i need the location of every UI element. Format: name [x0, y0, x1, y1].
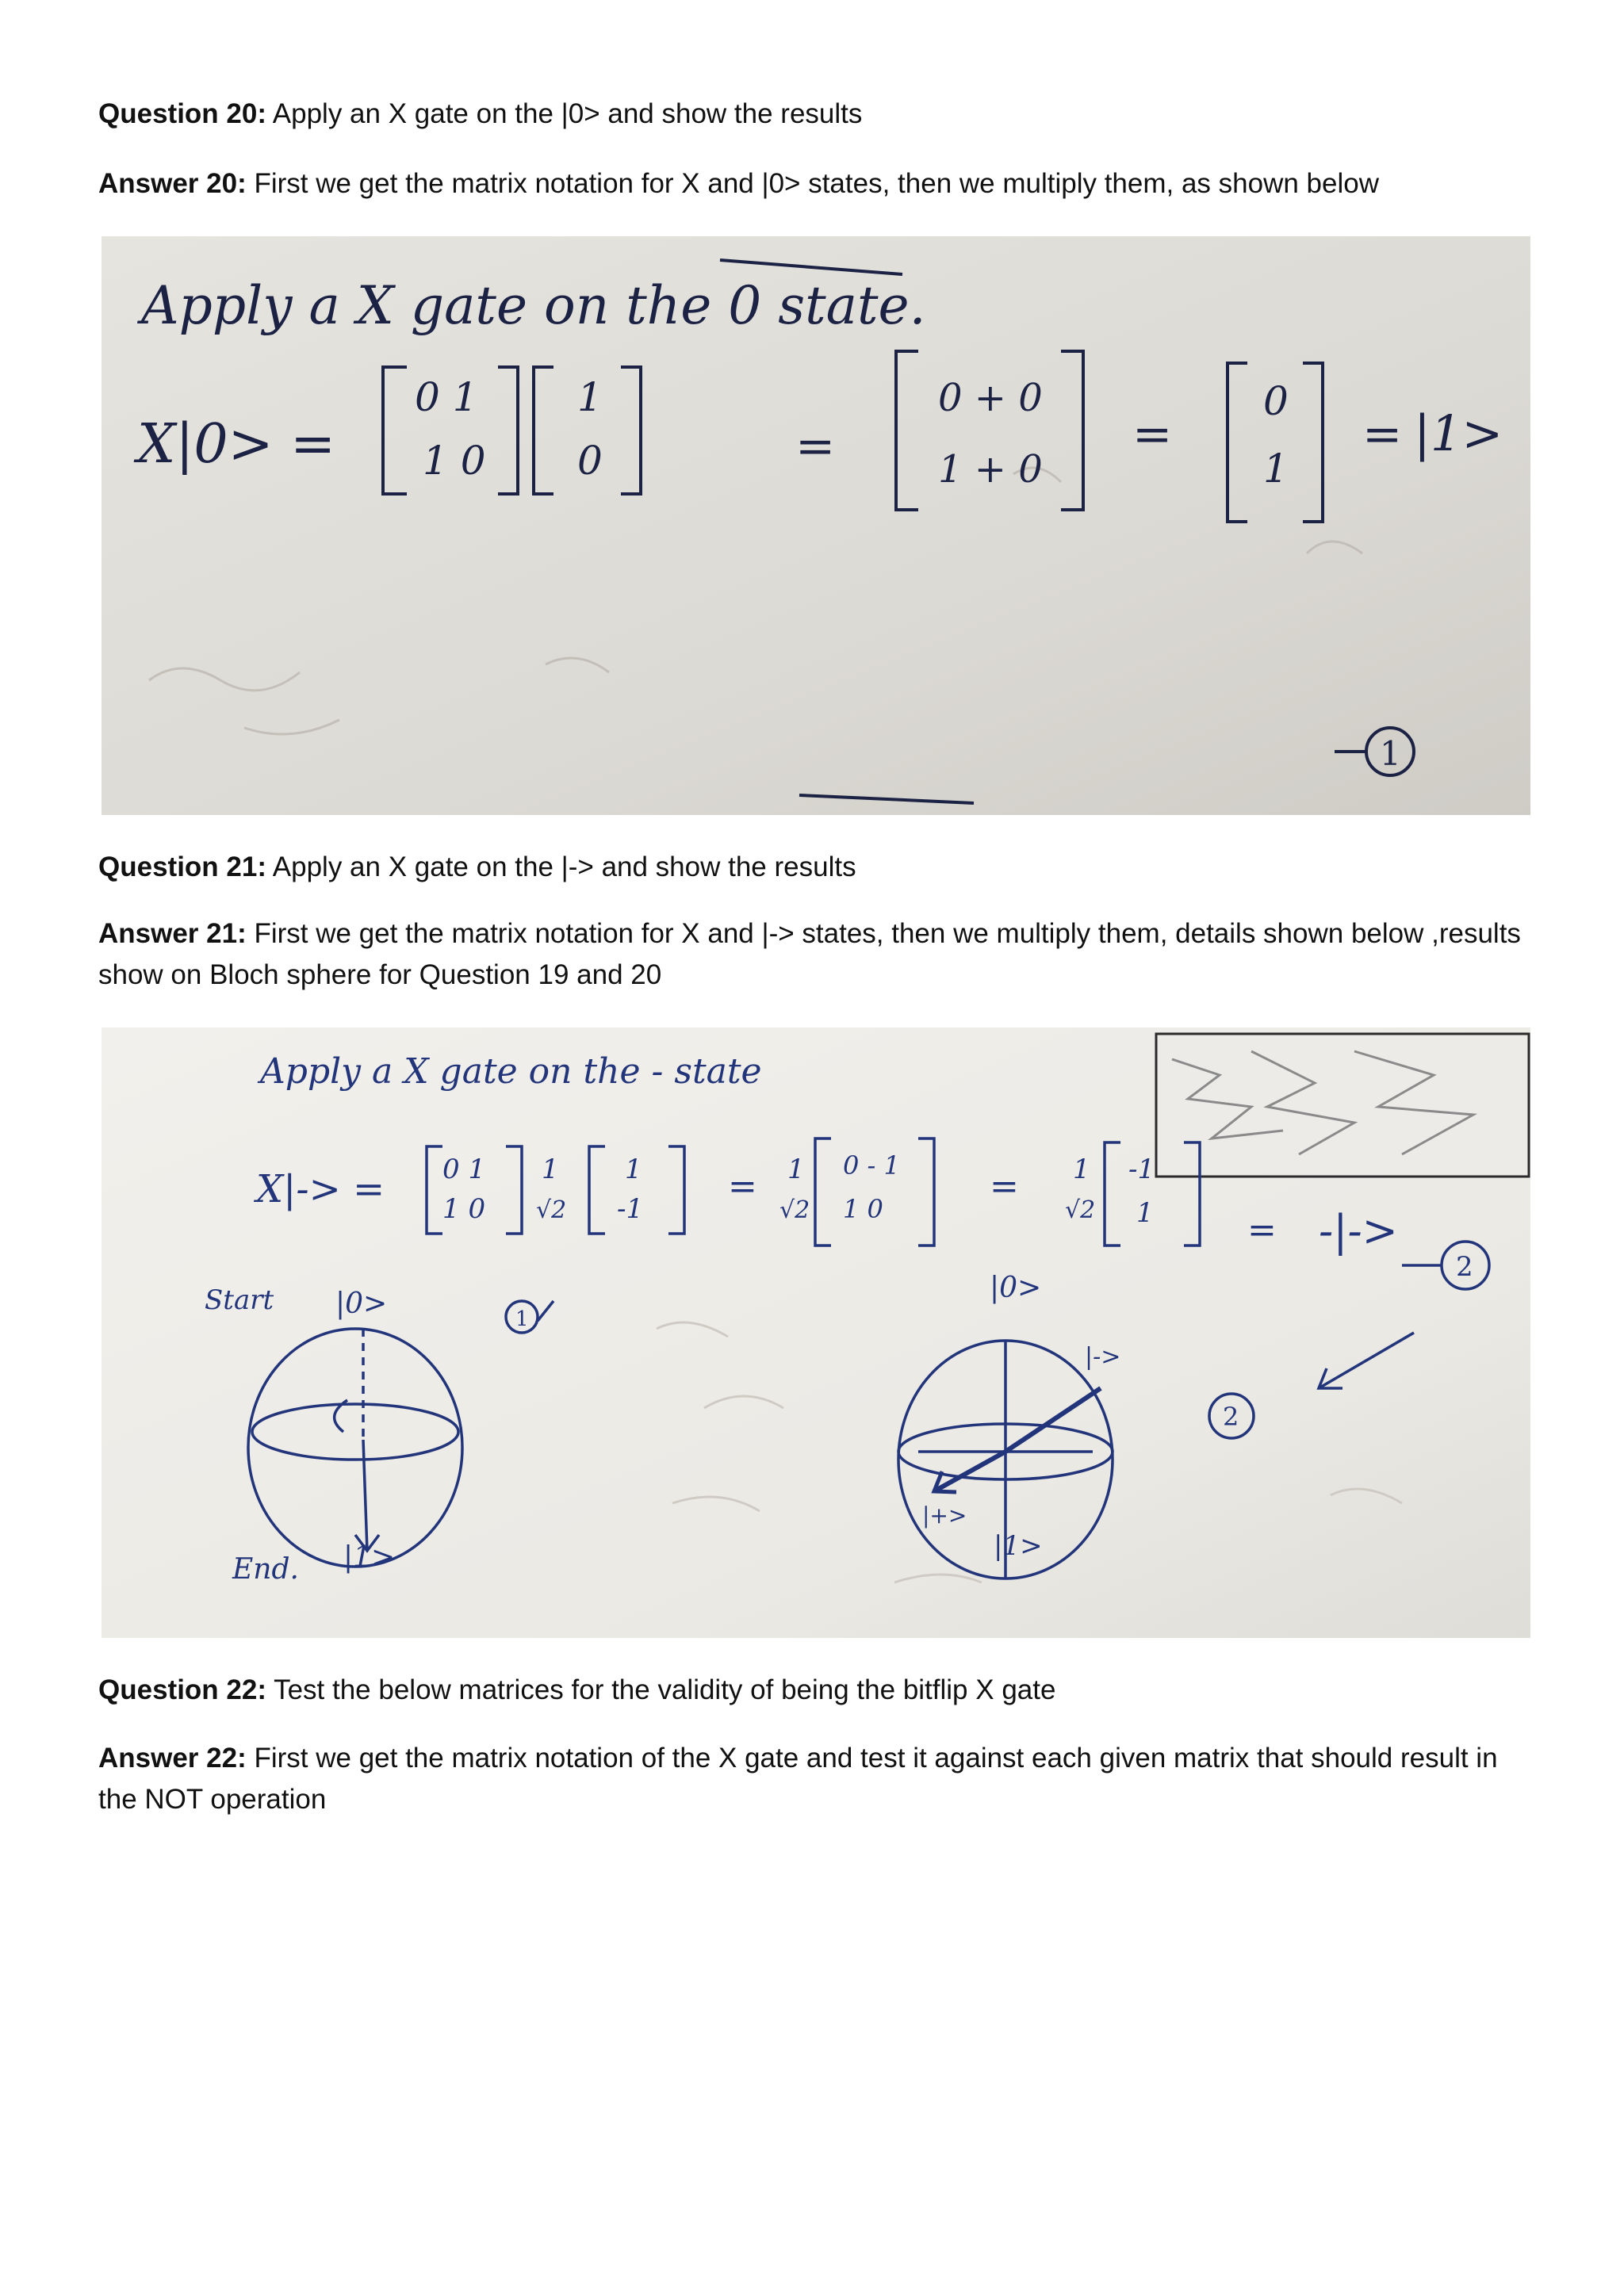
product-row-2: 1 0: [843, 1194, 883, 1224]
result-vector-row-1: 0: [1263, 378, 1289, 424]
matrix-row-1: 0 1: [415, 374, 478, 420]
circled-number: 1: [515, 1307, 529, 1331]
equals: =: [990, 1166, 1019, 1207]
answer-20: [98, 163, 1526, 205]
fraction-denominator: √2: [536, 1196, 567, 1224]
handwritten-photo-2: [102, 1027, 1530, 1638]
question-label: Question 21:: [98, 851, 266, 882]
fraction-numerator: 1: [542, 1154, 559, 1185]
result-vector-row-2: 1: [1263, 446, 1289, 492]
sphere-2-top-label: |0>: [990, 1272, 1042, 1304]
photo-title: Apply a X gate on the - state: [260, 1051, 762, 1092]
eq-lhs: X|0> =: [137, 413, 336, 476]
product-row-1: 0 + 0: [938, 376, 1043, 420]
equals: =: [1247, 1210, 1277, 1250]
matrix-row-2: 1 0: [442, 1193, 486, 1225]
question-text: Apply an X gate on the |0> and show the results: [266, 98, 863, 129]
vector-row-2: -1: [617, 1193, 644, 1225]
end-label: End.: [232, 1553, 299, 1586]
vector-row-2: 0: [577, 438, 603, 484]
answer-label: Answer 22:: [98, 1743, 247, 1774]
equals: =: [1362, 407, 1403, 462]
circled-number: 2: [1456, 1251, 1473, 1283]
eq-lhs: X|-> =: [256, 1167, 385, 1211]
question-21: [98, 847, 1526, 888]
equals: =: [728, 1166, 757, 1207]
vector-row-1: 1: [577, 374, 603, 420]
circled-number: 1: [1380, 734, 1401, 773]
question-text: Test the below matrices for the validity of being the bitflip X gate: [266, 1674, 1056, 1705]
question-label: Question 22:: [98, 1674, 266, 1705]
handwritten-photo-1: [102, 236, 1530, 815]
fraction-numerator: 1: [787, 1154, 805, 1185]
matrix-row-2: 1 0: [423, 438, 486, 484]
circled-number: 2: [1223, 1402, 1239, 1432]
answer-label: Answer 21:: [98, 918, 247, 949]
question-20: [98, 94, 1526, 135]
question-22: [98, 1670, 1526, 1711]
answer-text: First we get the matrix notation for X and |0> states, then we multiply them, as shown below: [246, 168, 1379, 199]
answer-label: Answer 20:: [98, 168, 247, 199]
sphere-1-top-label: |0>: [335, 1288, 388, 1320]
photo-title: Apply a X gate on the 0 state.: [141, 275, 926, 336]
answer-22: [98, 1738, 1526, 1820]
result-state: |1>: [1414, 404, 1503, 462]
answer-21: [98, 913, 1526, 996]
product-row-2: 1 + 0: [938, 447, 1043, 492]
question-text: Apply an X gate on the |-> and show the results: [266, 851, 856, 882]
vector-row-1: 1: [625, 1154, 642, 1185]
sphere-2-bottom-label: |1>: [994, 1530, 1043, 1562]
sphere-2-plus-label: |+>: [922, 1502, 967, 1529]
question-label: Question 20:: [98, 98, 266, 129]
result-state: -|->: [1319, 1206, 1398, 1256]
sphere-1-bottom-label: |1>: [343, 1541, 396, 1574]
equals: =: [1132, 407, 1173, 462]
equals: =: [795, 419, 836, 474]
answer-text: First we get the matrix notation of the X gate and test it against each given matrix that should result in the NOT operation: [98, 1743, 1498, 1815]
start-label: Start: [205, 1284, 274, 1316]
matrix-row-1: 0 1: [442, 1154, 486, 1185]
answer-text: First we get the matrix notation for X and |-> states, then we multiply them, details shown below ,results show on Bloch sphere for Question 19 and 20: [98, 918, 1521, 990]
product-row-1: 0 - 1: [843, 1150, 900, 1181]
sphere-2-minus-label: |->: [1085, 1343, 1121, 1371]
result-vector-row-1: -1: [1128, 1154, 1155, 1185]
fraction-denominator: √2: [779, 1196, 810, 1224]
result-vector-row-2: 1: [1136, 1197, 1154, 1229]
fraction-denominator: √2: [1065, 1196, 1096, 1224]
fraction-numerator: 1: [1073, 1154, 1090, 1185]
